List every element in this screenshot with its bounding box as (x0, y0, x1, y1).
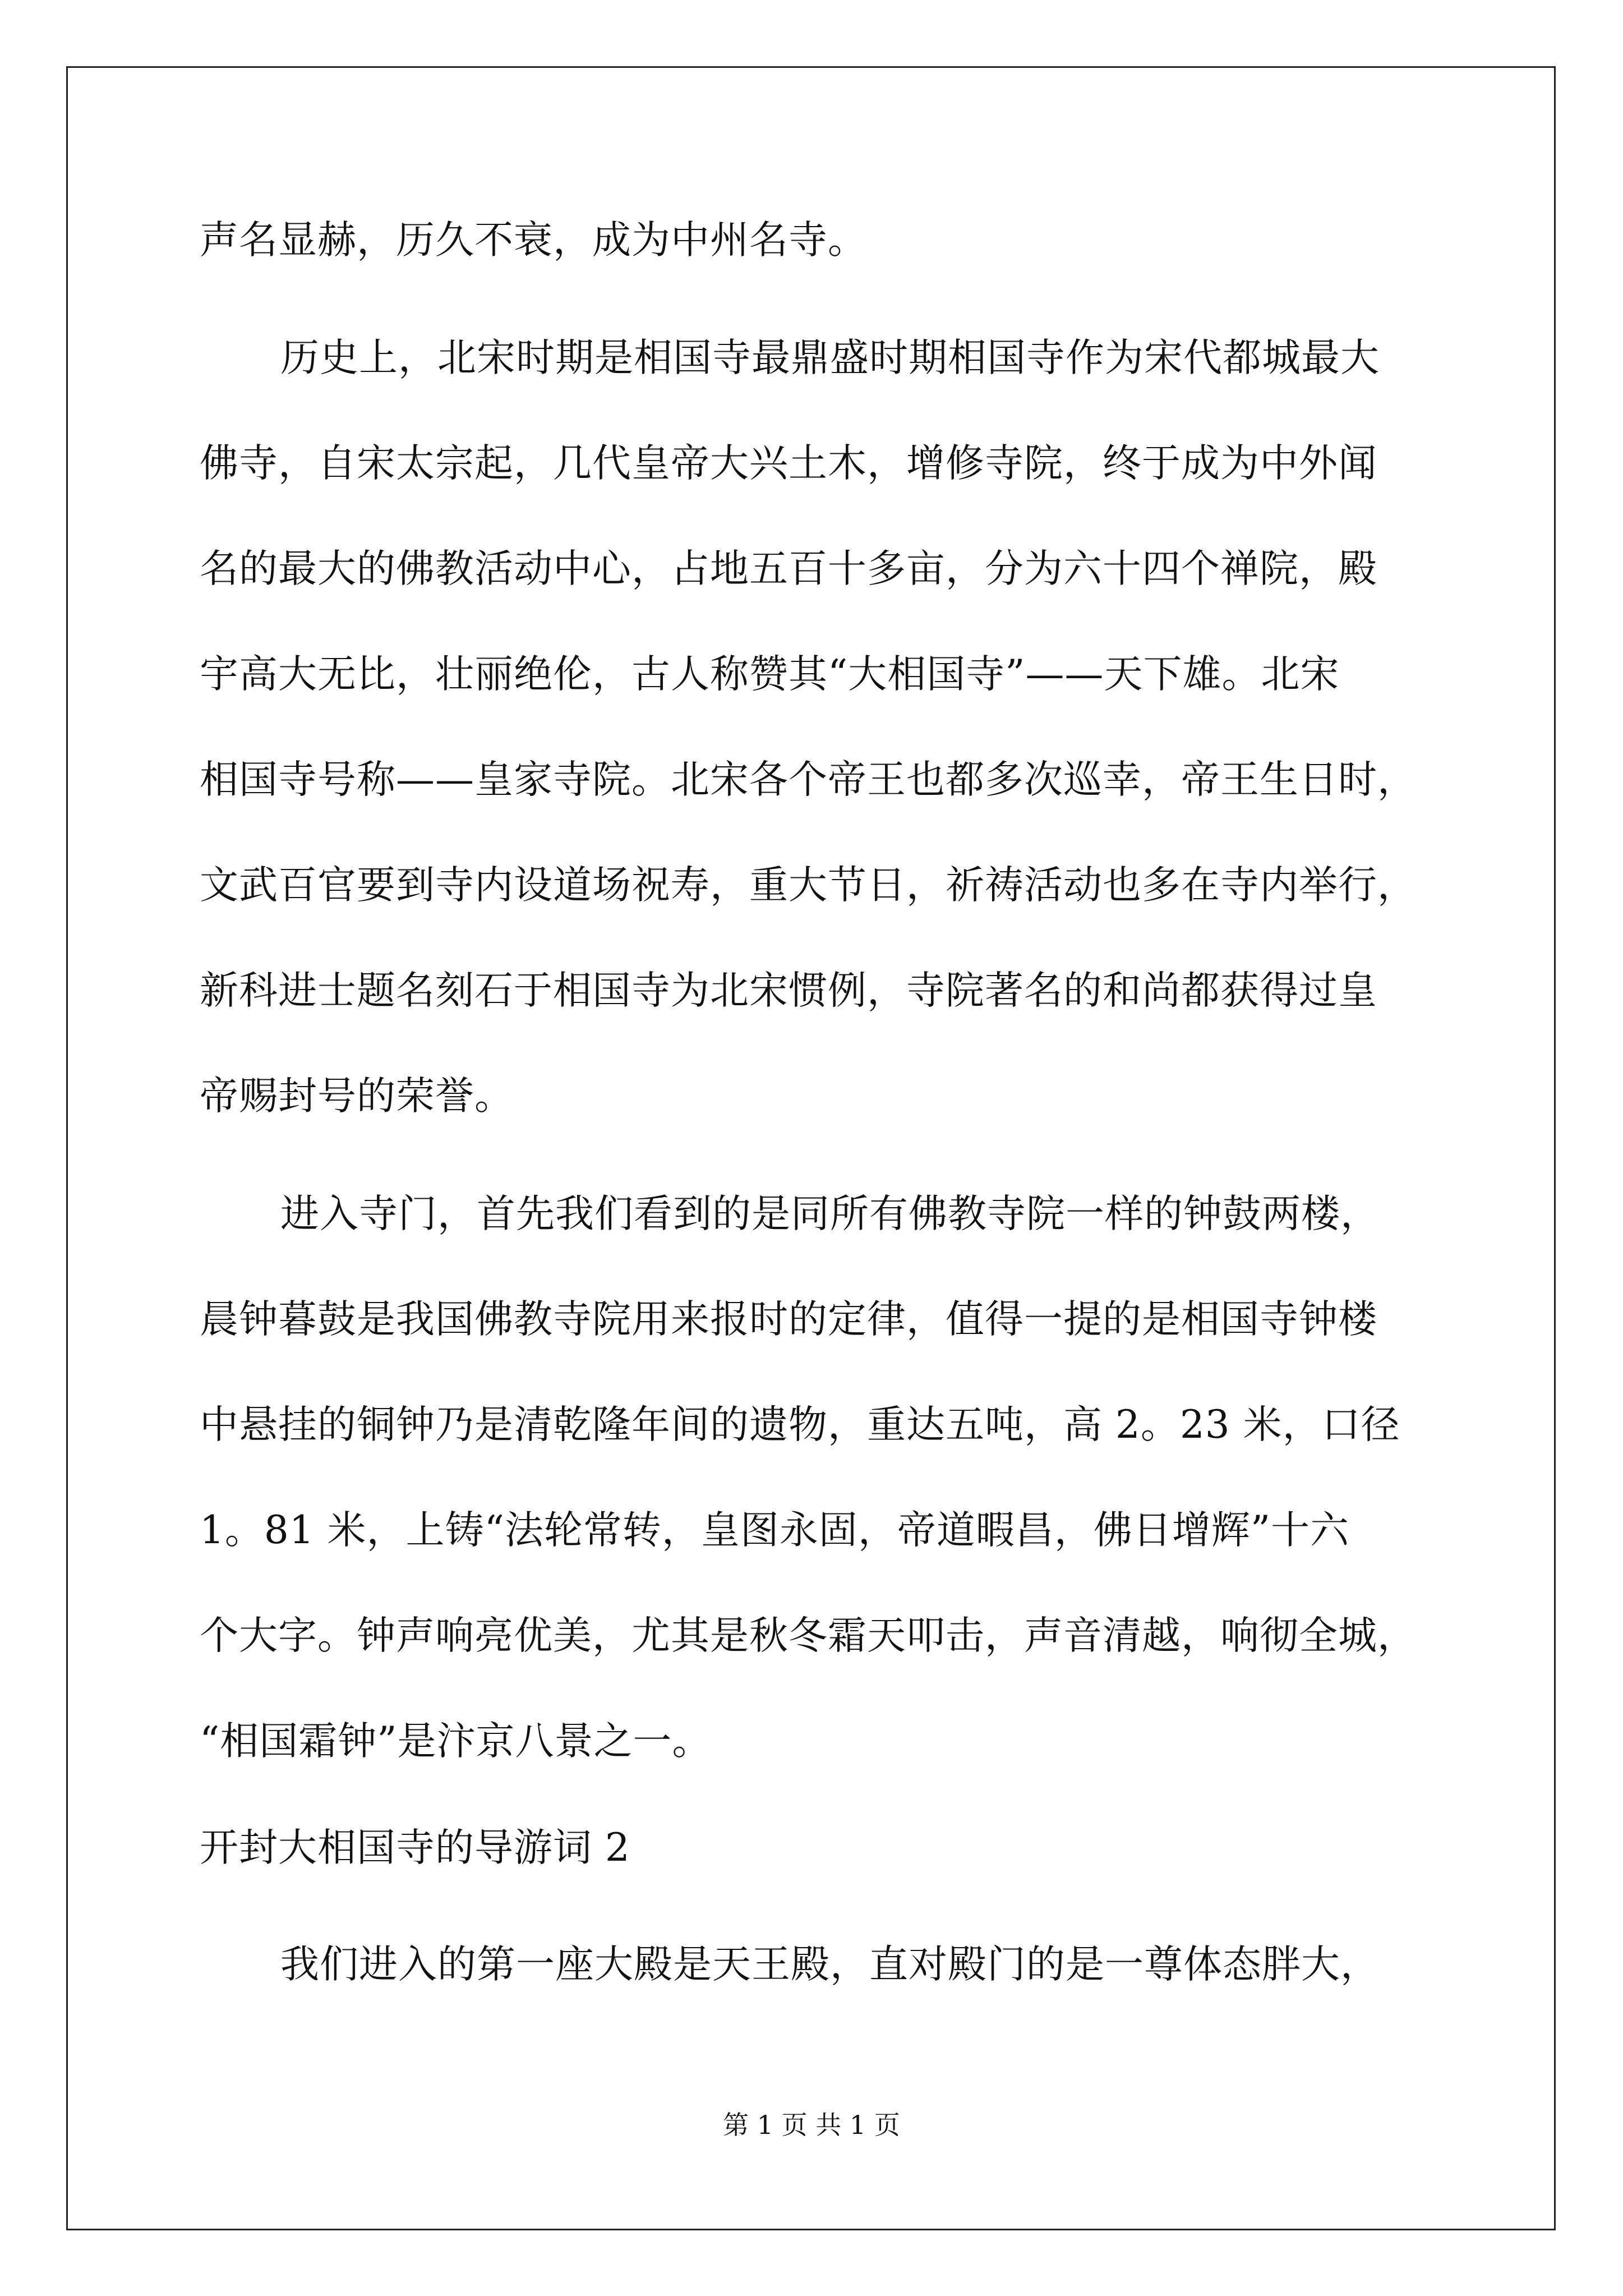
body-line: 帝赐封号的荣誉。 (200, 1074, 514, 1119)
body-line: 文武百官要到寺内设道场祝寿，重大节日，祈祷活动也多在寺内举行， (200, 863, 1417, 908)
page-border (66, 66, 1556, 2230)
paragraph-start-line: 进入寺门，首先我们看到的是同所有佛教寺院一样的钟鼓两楼， (280, 1191, 1380, 1236)
body-line: 1。81 米，上铸“法轮常转，皇图永固，帝道暇昌，佛日增辉”十六 (200, 1508, 1350, 1553)
section-heading: 开封大相国寺的导游词 2 (200, 1825, 630, 1870)
paragraph-start-line: 我们进入的第一座大殿是天王殿，直对殿门的是一尊体态胖大， (280, 1942, 1380, 1987)
body-line: 宇高大无比，壮丽绝伦，古人称赞其“大相国寺”——天下雄。北宋 (200, 652, 1340, 697)
body-line: “相国霜钟”是汴京八景之一。 (200, 1719, 712, 1764)
body-line: 相国寺号称——皇家寺院。北宋各个帝王也都多次巡幸，帝王生日时， (200, 757, 1417, 802)
body-line: 新科进士题名刻石于相国寺为北宋惯例，寺院著名的和尚都获得过皇 (200, 968, 1377, 1013)
body-line: 个大字。钟声响亮优美，尤其是秋冬霜天叩击，声音清越，响彻全城， (200, 1613, 1417, 1658)
body-line: 名的最大的佛教活动中心，占地五百十多亩，分为六十四个禅院，殿 (200, 546, 1377, 591)
paragraph-start-line: 历史上，北宋时期是相国寺最鼎盛时期相国寺作为宋代都城最大 (280, 335, 1380, 380)
body-line: 声名显赫，历久不衰，成为中州名寺。 (200, 218, 867, 263)
body-line: 中悬挂的铜钟乃是清乾隆年间的遗物，重达五吨，高 2。23 米，口径 (200, 1402, 1400, 1447)
page-number-footer: 第 1 页 共 1 页 (723, 2110, 900, 2140)
body-line: 晨钟暮鼓是我国佛教寺院用来报时的定律，值得一提的是相国寺钟楼 (200, 1297, 1377, 1342)
body-line: 佛寺，自宋太宗起，几代皇帝大兴土木，增修寺院，终于成为中外闻 (200, 441, 1377, 486)
